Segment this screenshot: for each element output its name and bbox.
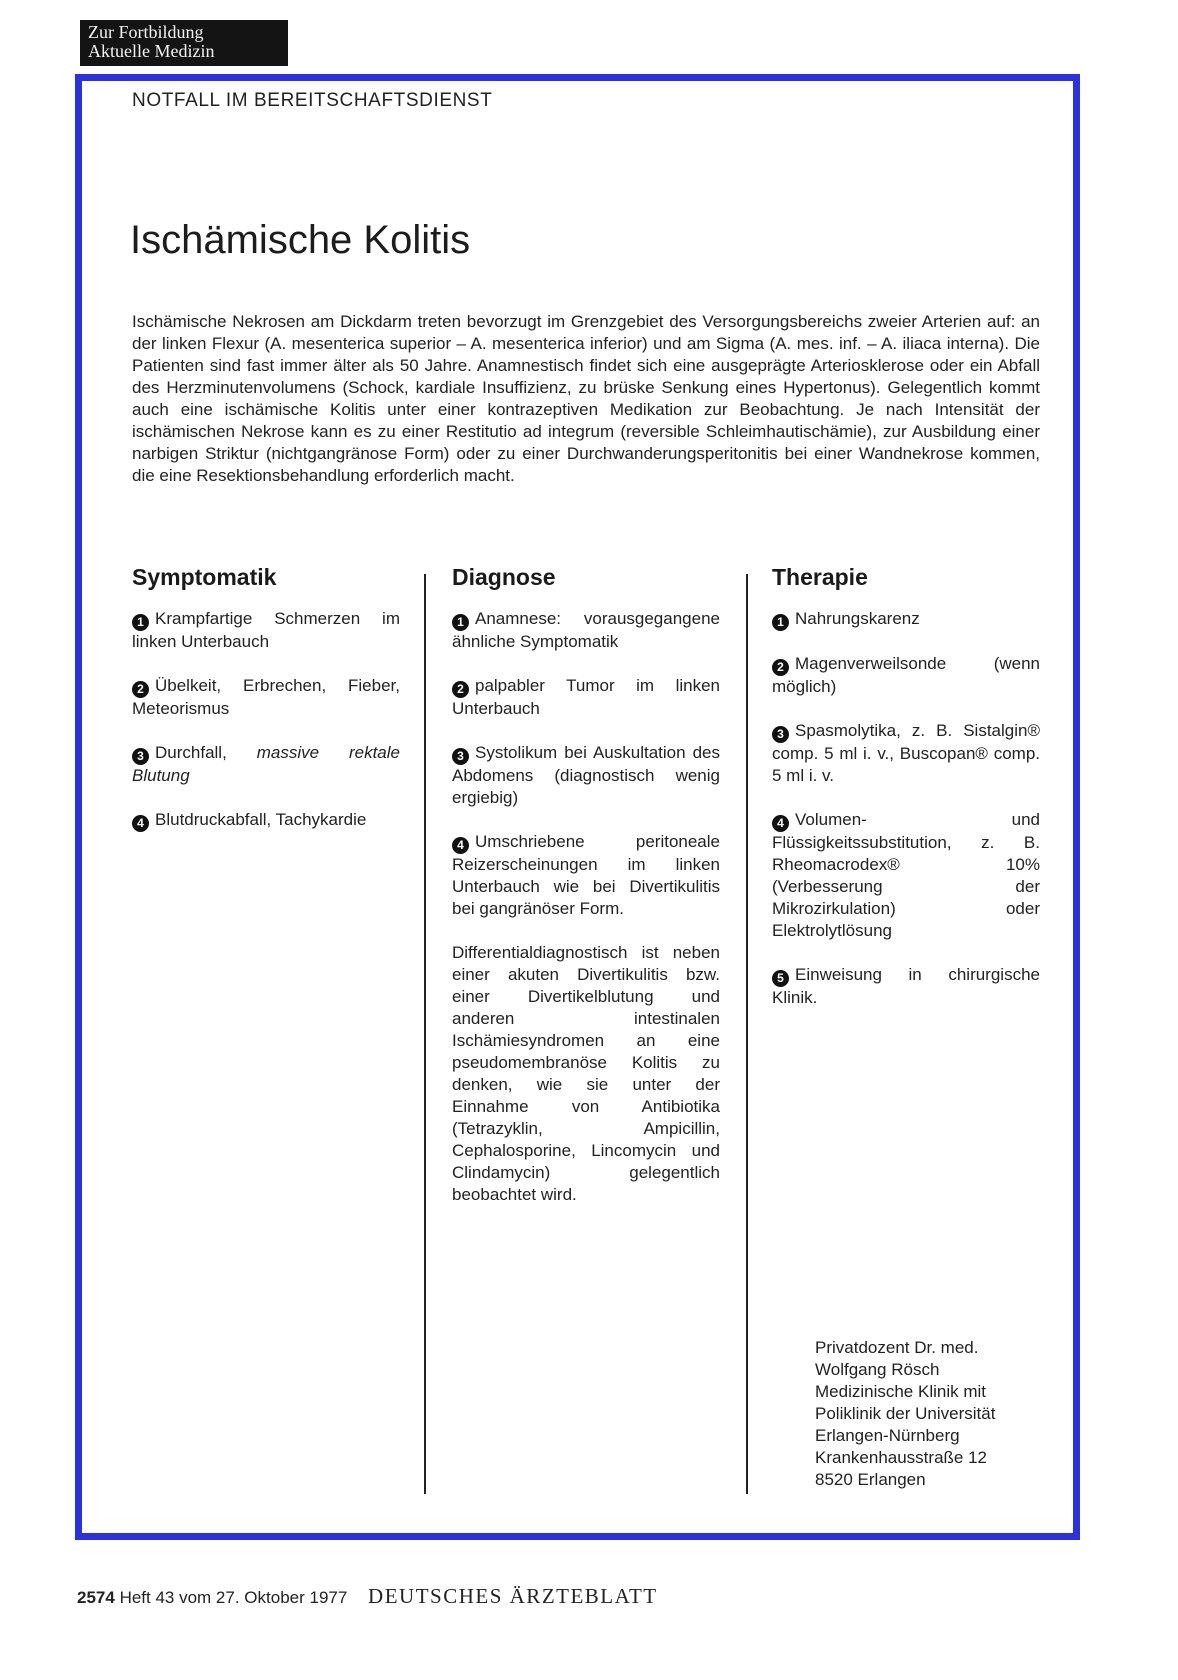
- number-badge-icon: 2: [452, 681, 469, 698]
- item-text: Blutdruckabfall, Tachykardie: [155, 810, 367, 829]
- differential-paragraph: Differentialdiagnostisch ist neben einer akuten Divertikulitis bzw. einer Divertikelblutung und anderen intestinalen Ischämiesyndromen an eine pseudomembranöse Kolitis zu denken, wie sie unter der Einnahme von Antibiotika (Tetrazyklin, Ampicillin, Cephalosporine, Lincomycin und Clindamycin) gelegentlich beobachtet wird.: [452, 943, 720, 1204]
- number-badge-icon: 2: [772, 659, 789, 676]
- column-divider: [424, 574, 426, 1494]
- therapie-column: [772, 566, 1040, 1031]
- number-badge-icon: 4: [452, 837, 469, 854]
- author-line: Poliklinik der Universität: [815, 1404, 996, 1423]
- item-text: Umschriebene peritoneale Reizerscheinungen im linken Unterbauch wie bei Divertikulitis bei gangränöser Form.: [452, 832, 720, 918]
- list-item: [132, 809, 400, 832]
- item-text: palpabler Tumor im linken Unterbauch: [452, 676, 720, 718]
- item-text: Magenverweilsonde (wenn möglich): [772, 654, 1040, 696]
- symptomatik-heading: Symptomatik: [132, 564, 277, 590]
- item-text-italic: massive rektale Blutung: [132, 743, 400, 785]
- author-line: Erlangen-Nürnberg: [815, 1426, 960, 1445]
- therapie-heading: Therapie: [772, 564, 868, 590]
- number-badge-icon: 2: [132, 681, 149, 698]
- author-line: Wolfgang Rösch: [815, 1360, 940, 1379]
- page-number: 2574: [77, 1588, 115, 1607]
- list-item: [132, 608, 400, 653]
- article-title: Ischämische Kolitis: [130, 218, 471, 262]
- list-item: [772, 964, 1040, 1009]
- item-text: Spasmolytika, z. B. Sistalgin® comp. 5 ml i. v., Buscopan® comp. 5 ml i. v.: [772, 721, 1040, 785]
- item-text: Übelkeit, Erbrechen, Fieber, Meteorismus: [132, 676, 400, 718]
- author-line: Medizinische Klinik mit: [815, 1382, 986, 1401]
- item-text: Nahrungskarenz: [795, 609, 920, 628]
- list-item: [452, 742, 720, 809]
- section-label: NOTFALL IM BEREITSCHAFTSDIENST: [132, 90, 493, 111]
- number-badge-icon: 1: [452, 614, 469, 631]
- number-badge-icon: 4: [132, 815, 149, 832]
- intro-paragraph: Ischämische Nekrosen am Dickdarm treten bevorzugt im Grenzgebiet des Versorgungsbereichs zweier Arterien auf: an der linken Flexur (A. mesenterica superior – A. mesenterica inferior) und am Sigma (A. mes. inf. – A. iliaca interna). Die Patienten sind fast immer älter als 50 Jahre. Anamnestisch findet sich eine ausgeprägte Arteriosklerose oder ein Abfall des Herzminutenvolumens (Schock, kardiale Insuffizienz, zu brüske Senkung eines Hypertonus). Gelegentlich kommt auch eine ischämische Kolitis unter einer kontrazeptiven Medikation zur Beobachtung. Je nach Intensität der ischämischen Nekrose kann es zu einer Restitutio ad integrum (reversible Schleimhautischämie), zur Ausbildung einer narbigen Striktur (nichtgangränose Form) oder zu einer Durchwanderungsperitonitis bei einer Wandnekrose kommen, die eine Resektionsbehandlung erforderlich macht.: [132, 312, 1040, 485]
- symptomatik-column: [132, 566, 400, 854]
- item-text: Krampfartige Schmerzen im linken Unterbauch: [132, 609, 400, 651]
- item-text: Systolikum bei Auskultation des Abdomens (diagnostisch wenig ergiebig): [452, 743, 720, 807]
- number-badge-icon: 1: [772, 614, 789, 631]
- badge-line-1: Zur Fortbildung: [88, 22, 204, 42]
- list-item: [772, 809, 1040, 942]
- author-address: [815, 1337, 1055, 1491]
- list-item: [452, 608, 720, 653]
- list-item: [772, 653, 1040, 698]
- number-badge-icon: 1: [132, 614, 149, 631]
- author-line: Privatdozent Dr. med.: [815, 1338, 979, 1357]
- issue-info: Heft 43 vom 27. Oktober 1977: [119, 1588, 348, 1607]
- badge-line-2: Aktuelle Medizin: [88, 41, 215, 61]
- item-text: Volumen- und Flüssigkeitssubstitution, z. B. Rheomacrodex® 10% (Verbesserung der Mikrozirkulation) oder Elektrolytlösung: [772, 810, 1040, 940]
- list-item: [132, 742, 400, 787]
- number-badge-icon: 3: [132, 748, 149, 765]
- item-text: Einweisung in chirurgische Klinik.: [772, 965, 1040, 1007]
- list-item: [132, 675, 400, 720]
- number-badge-icon: 3: [772, 726, 789, 743]
- column-divider: [746, 574, 748, 1494]
- list-item: [772, 608, 1040, 631]
- number-badge-icon: 3: [452, 748, 469, 765]
- section-badge: [80, 20, 288, 66]
- number-badge-icon: 4: [772, 815, 789, 832]
- author-line: 8520 Erlangen: [815, 1470, 926, 1489]
- page-footer: [77, 1584, 658, 1609]
- number-badge-icon: 5: [772, 970, 789, 987]
- list-item: [452, 831, 720, 920]
- list-item: [772, 720, 1040, 787]
- item-text: Durchfall,: [155, 743, 257, 762]
- diagnose-column: [452, 566, 720, 1228]
- journal-name: DEUTSCHES ÄRZTEBLATT: [368, 1584, 658, 1608]
- item-text: Anamnese: vorausgegangene ähnliche Symptomatik: [452, 609, 720, 651]
- diagnose-heading: Diagnose: [452, 564, 556, 590]
- list-item: [452, 675, 720, 720]
- author-line: Krankenhausstraße 12: [815, 1448, 987, 1467]
